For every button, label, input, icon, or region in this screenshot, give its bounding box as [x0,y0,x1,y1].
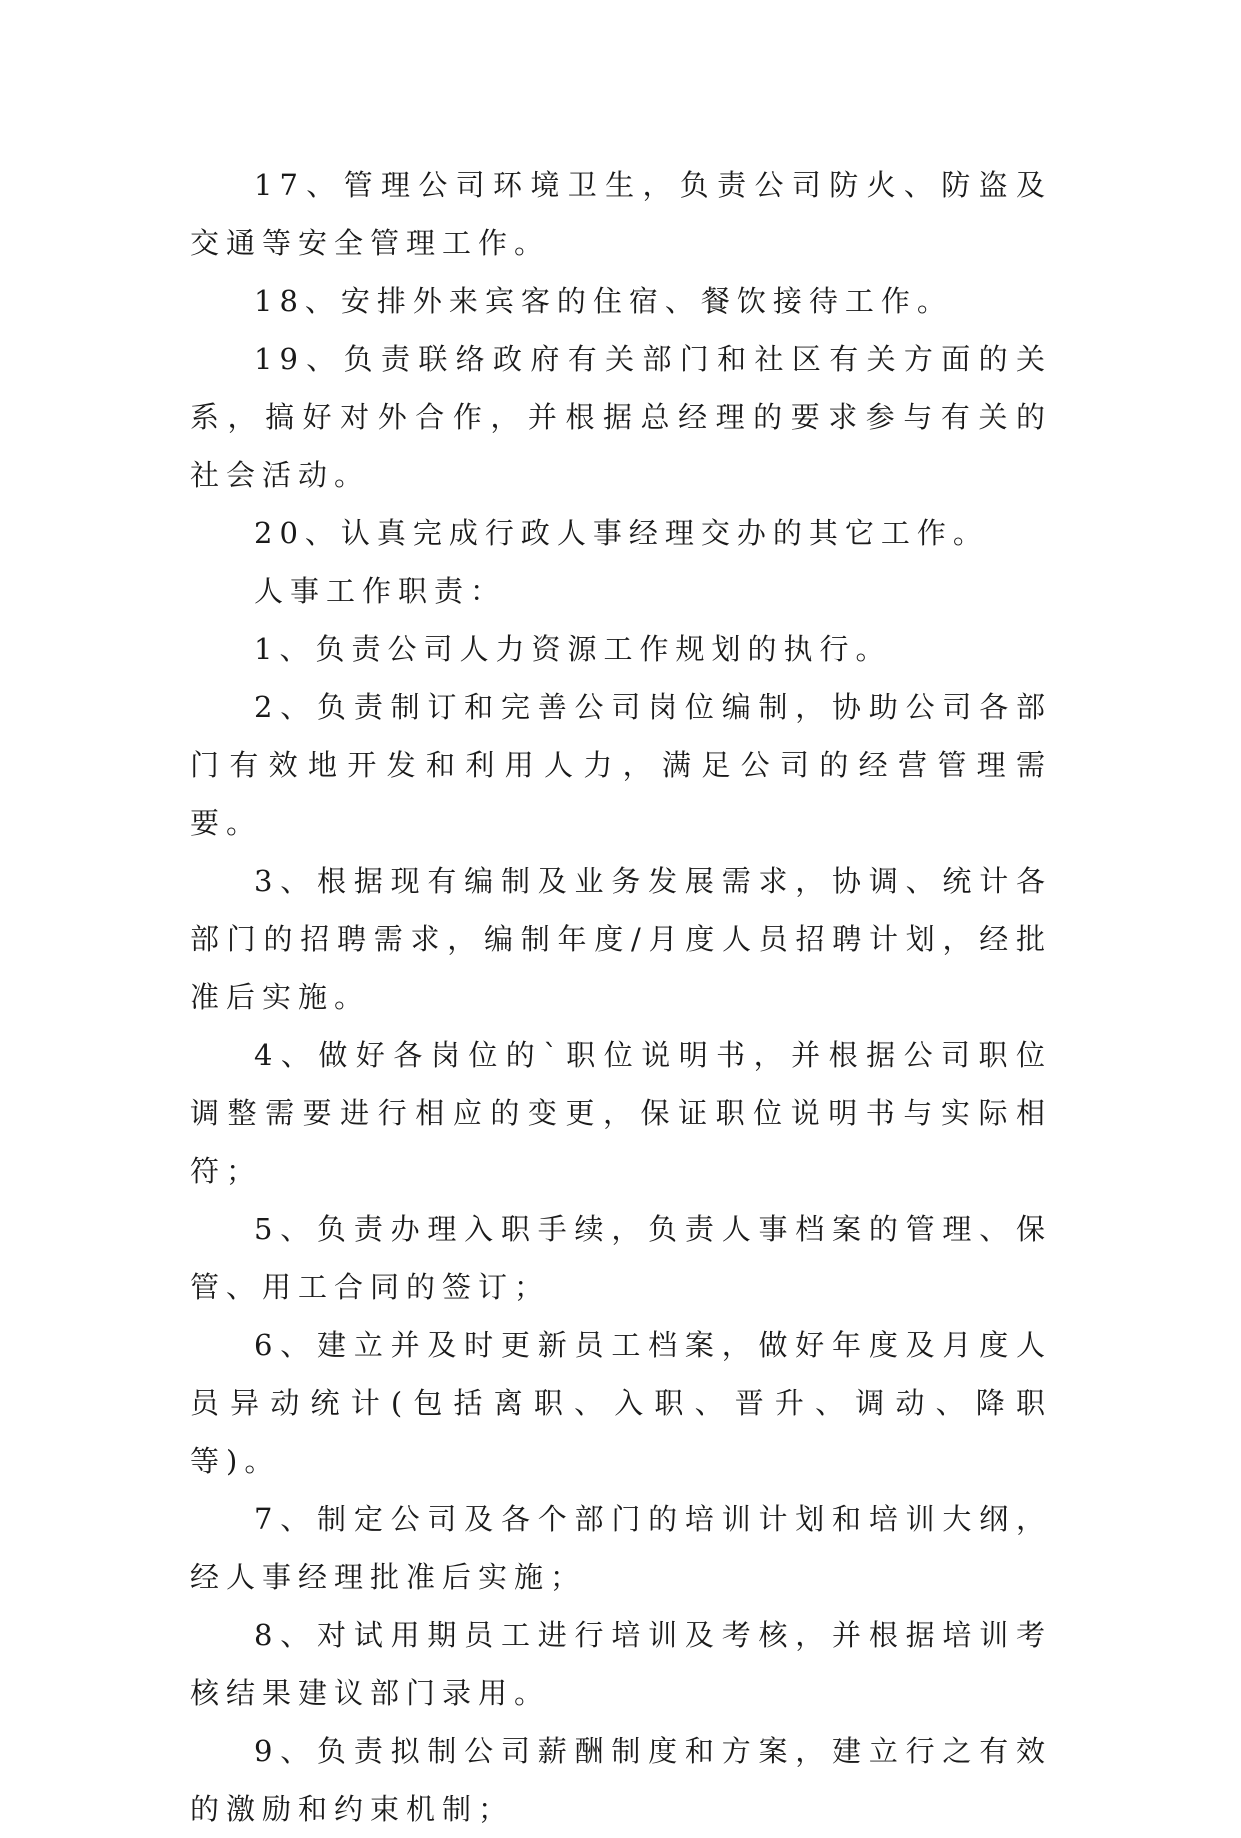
paragraph-item-19: 19、负责联络政府有关部门和社区有关方面的关系，搞好对外合作，并根据总经理的要求参与有关的社会活动。 [190,342,1052,492]
paragraph-item-7: 7、制定公司及各个部门的培训计划和培训大纲，经人事经理批准后实施； [190,1502,1052,1594]
paragraph-item-18: 18、安排外来宾客的住宿、餐饮接待工作。 [254,284,953,318]
paragraph-item-3: 3、根据现有编制及业务发展需求，协调、统计各部门的招聘需求，编制年度/月度人员招聘计划，经批准后实施。 [190,864,1052,1014]
document-body [190,156,1052,1838]
paragraph-item-1: 1、负责公司人力资源工作规划的执行。 [254,632,892,666]
paragraph-item-8: 8、对试用期员工进行培训及考核，并根据培训考核结果建议部门录用。 [190,1618,1052,1710]
section-heading-hr-duties: 人事工作职责： [254,574,507,608]
paragraph-item-5: 5、负责办理入职手续，负责人事档案的管理、保管、用工合同的签订； [190,1212,1052,1304]
paragraph-item-4: 4、做好各岗位的`职位说明书，并根据公司职位调整需要进行相应的变更，保证职位说明书与实际相符； [190,1038,1052,1188]
paragraph-item-2: 2、负责制订和完善公司岗位编制，协助公司各部门有效地开发和利用人力，满足公司的经营管理需要。 [190,690,1052,840]
paragraph-item-9: 9、负责拟制公司薪酬制度和方案，建立行之有效的激励和约束机制； [190,1734,1052,1826]
paragraph-item-6: 6、建立并及时更新员工档案，做好年度及月度人员异动统计(包括离职、入职、晋升、调动、降职等)。 [190,1328,1052,1478]
paragraph-item-17: 17、管理公司环境卫生，负责公司防火、防盗及交通等安全管理工作。 [190,168,1052,260]
paragraph-item-20: 20、认真完成行政人事经理交办的其它工作。 [254,516,989,550]
